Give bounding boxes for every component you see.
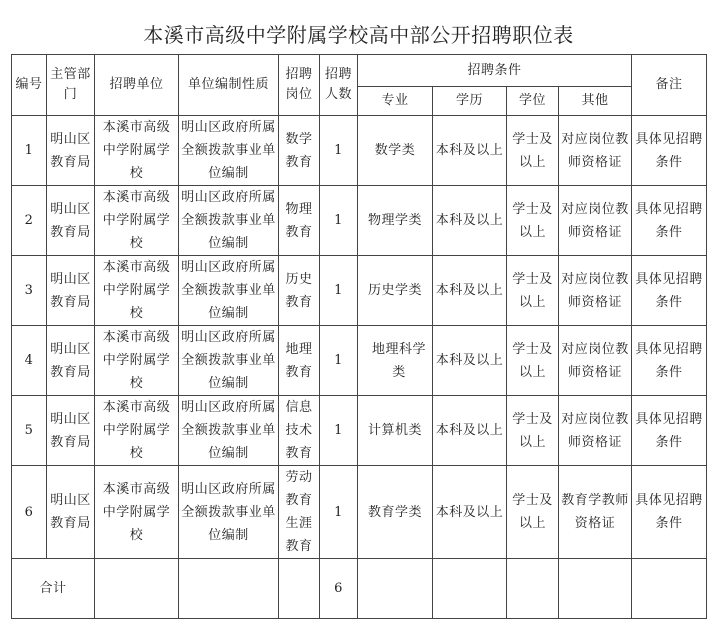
cell-post: 劳动教育生涯教育 <box>279 466 320 559</box>
header-no: 编号 <box>12 55 47 116</box>
cell-no: 4 <box>12 326 47 396</box>
cell-empty <box>632 559 707 619</box>
cell-dept: 明山区教育局 <box>47 326 95 396</box>
cell-empty <box>433 559 507 619</box>
table-row <box>12 466 707 559</box>
cell-remark: 具体见招聘条件 <box>632 116 707 186</box>
cell-nature: 明山区政府所属全额拨款事业单位编制 <box>179 466 279 559</box>
cell-no: 3 <box>12 256 47 326</box>
cell-major: 历史学类 <box>358 256 433 326</box>
cell-count: 1 <box>320 186 358 256</box>
cell-nature: 明山区政府所属全额拨款事业单位编制 <box>179 256 279 326</box>
cell-remark: 具体见招聘条件 <box>632 466 707 559</box>
cell-count: 1 <box>320 256 358 326</box>
cell-degree: 学士及以上 <box>507 326 559 396</box>
cell-dept: 明山区教育局 <box>47 466 95 559</box>
cell-count: 1 <box>320 116 358 186</box>
header-conditions: 招聘条件 <box>358 55 632 87</box>
cell-empty <box>95 559 179 619</box>
cell-unit: 本溪市高级中学附属学校 <box>95 186 179 256</box>
cell-other: 教育学教师资格证 <box>559 466 632 559</box>
header-unit: 招聘单位 <box>95 55 179 116</box>
cell-other: 对应岗位教师资格证 <box>559 116 632 186</box>
cell-degree: 学士及以上 <box>507 116 559 186</box>
cell-unit: 本溪市高级中学附属学校 <box>95 326 179 396</box>
cell-remark: 具体见招聘条件 <box>632 186 707 256</box>
cell-empty <box>559 559 632 619</box>
table-row <box>12 326 707 396</box>
cell-no: 5 <box>12 396 47 466</box>
cell-nature: 明山区政府所属全额拨款事业单位编制 <box>179 326 279 396</box>
cell-other: 对应岗位教师资格证 <box>559 256 632 326</box>
cell-no: 6 <box>12 466 47 559</box>
cell-nature: 明山区政府所属全额拨款事业单位编制 <box>179 116 279 186</box>
header-nature: 单位编制性质 <box>179 55 279 116</box>
cell-count: 1 <box>320 326 358 396</box>
cell-degree: 学士及以上 <box>507 466 559 559</box>
cell-no: 1 <box>12 116 47 186</box>
header-dept: 主管部门 <box>47 55 95 116</box>
cell-post: 信息技术教育 <box>279 396 320 466</box>
cell-no: 2 <box>12 186 47 256</box>
total-label: 合计 <box>12 559 95 619</box>
header-remark: 备注 <box>632 55 707 116</box>
cell-post: 地理教育 <box>279 326 320 396</box>
header-count: 招聘人数 <box>320 55 358 116</box>
total-count: 6 <box>320 559 358 619</box>
cell-education: 本科及以上 <box>433 116 507 186</box>
cell-education: 本科及以上 <box>433 396 507 466</box>
cell-unit: 本溪市高级中学附属学校 <box>95 256 179 326</box>
cell-nature: 明山区政府所属全额拨款事业单位编制 <box>179 186 279 256</box>
cell-count: 1 <box>320 466 358 559</box>
recruitment-table <box>11 54 707 619</box>
table-row <box>12 256 707 326</box>
cell-post: 数学教育 <box>279 116 320 186</box>
header-other: 其他 <box>559 87 632 116</box>
header-degree: 学位 <box>507 87 559 116</box>
cell-major: 教育学类 <box>358 466 433 559</box>
cell-remark: 具体见招聘条件 <box>632 256 707 326</box>
header-row <box>12 55 707 87</box>
cell-dept: 明山区教育局 <box>47 116 95 186</box>
cell-major: 计算机类 <box>358 396 433 466</box>
cell-degree: 学士及以上 <box>507 396 559 466</box>
page-title: 本溪市高级中学附属学校高中部公开招聘职位表 <box>143 23 574 47</box>
cell-other: 对应岗位教师资格证 <box>559 186 632 256</box>
cell-count: 1 <box>320 396 358 466</box>
cell-post: 历史教育 <box>279 256 320 326</box>
cell-education: 本科及以上 <box>433 326 507 396</box>
cell-unit: 本溪市高级中学附属学校 <box>95 466 179 559</box>
cell-other: 对应岗位教师资格证 <box>559 396 632 466</box>
cell-unit: 本溪市高级中学附属学校 <box>95 116 179 186</box>
table-row <box>12 116 707 186</box>
cell-empty <box>507 559 559 619</box>
cell-remark: 具体见招聘条件 <box>632 396 707 466</box>
cell-major: 物理学类 <box>358 186 433 256</box>
header-post: 招聘岗位 <box>279 55 320 116</box>
cell-education: 本科及以上 <box>433 466 507 559</box>
cell-major: 地理科学类 <box>358 326 433 396</box>
header-education: 学历 <box>433 87 507 116</box>
cell-unit: 本溪市高级中学附属学校 <box>95 396 179 466</box>
cell-dept: 明山区教育局 <box>47 186 95 256</box>
table-row <box>12 396 707 466</box>
cell-degree: 学士及以上 <box>507 186 559 256</box>
cell-education: 本科及以上 <box>433 256 507 326</box>
cell-empty <box>179 559 279 619</box>
cell-nature: 明山区政府所属全额拨款事业单位编制 <box>179 396 279 466</box>
total-row <box>12 559 707 619</box>
cell-major: 数学类 <box>358 116 433 186</box>
cell-remark: 具体见招聘条件 <box>632 326 707 396</box>
header-major: 专业 <box>358 87 433 116</box>
table-row <box>12 186 707 256</box>
cell-education: 本科及以上 <box>433 186 507 256</box>
cell-other: 对应岗位教师资格证 <box>559 326 632 396</box>
cell-degree: 学士及以上 <box>507 256 559 326</box>
cell-dept: 明山区教育局 <box>47 396 95 466</box>
cell-dept: 明山区教育局 <box>47 256 95 326</box>
cell-empty <box>358 559 433 619</box>
cell-empty <box>279 559 320 619</box>
cell-post: 物理教育 <box>279 186 320 256</box>
